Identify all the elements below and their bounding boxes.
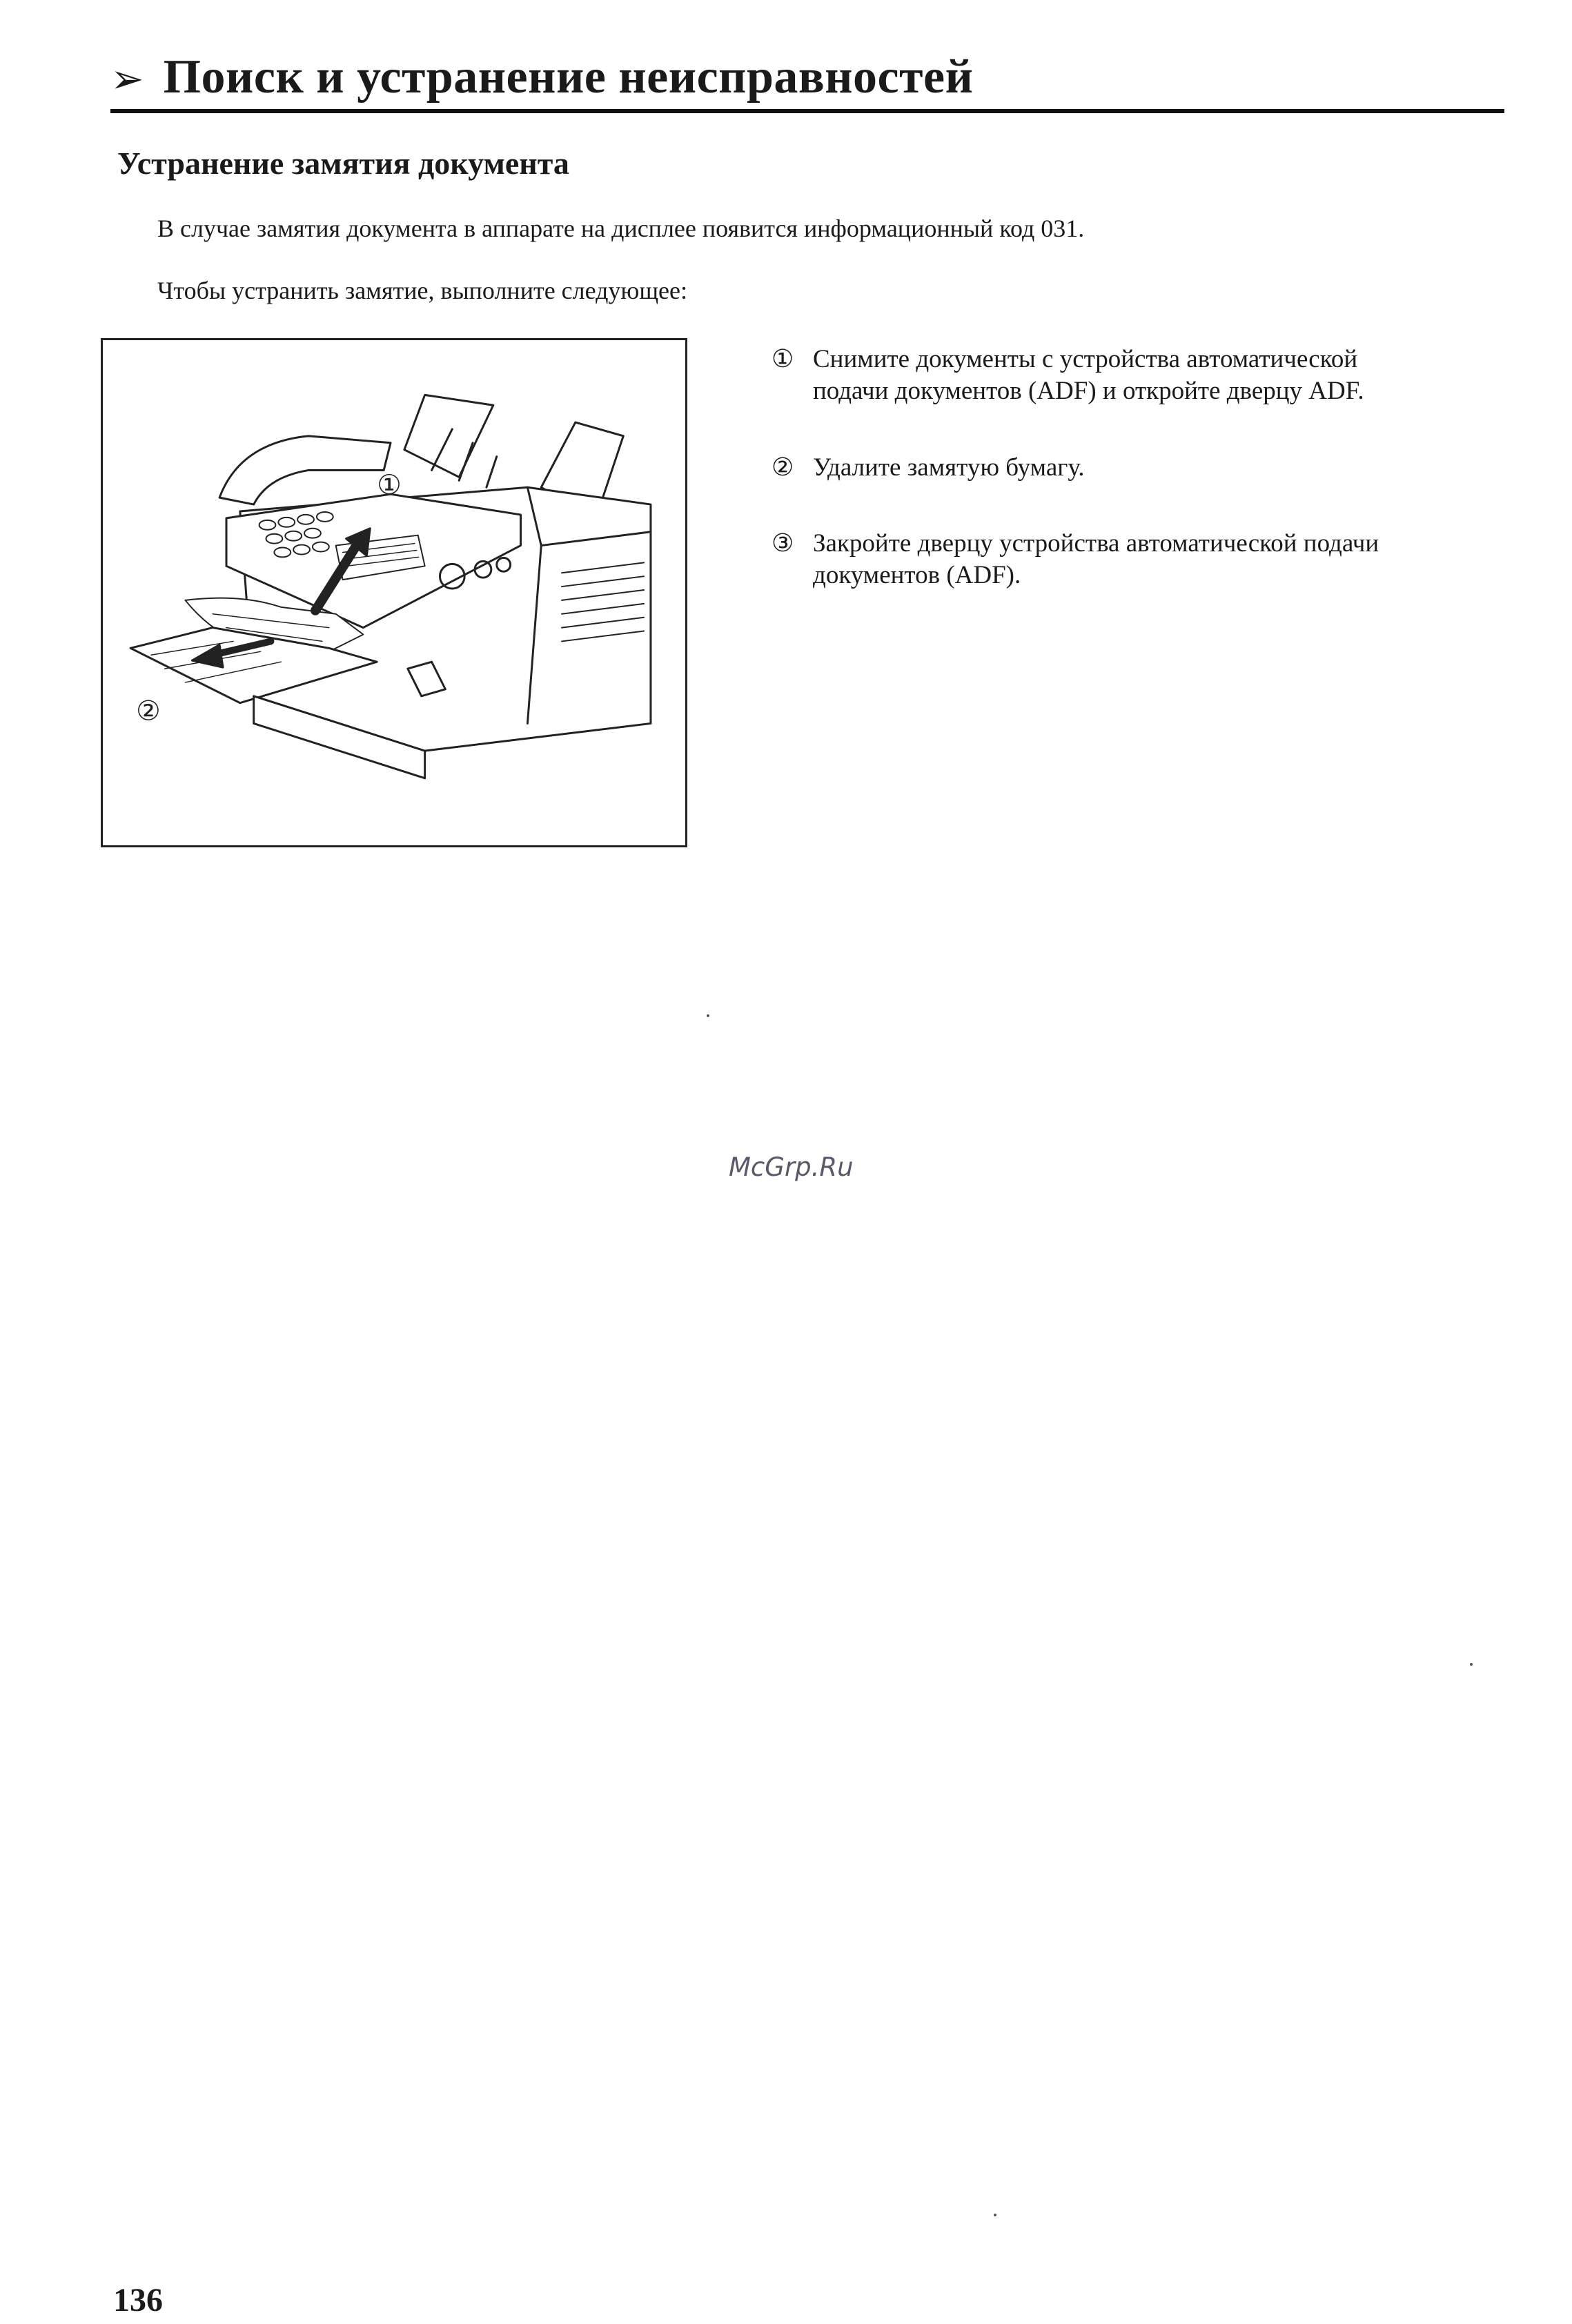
section-title: Устранение замятия документа — [117, 146, 569, 181]
step-text: Удалите замятую бумагу. — [813, 453, 1085, 482]
callout-1: ① — [377, 469, 402, 502]
scan-speck — [707, 1014, 709, 1017]
step-item — [772, 344, 1393, 408]
fax-jam-drawing — [103, 340, 685, 845]
step-text: Снимите документы с устройства автоматической подачи документов (ADF) и откройте дверцу ADF. — [813, 345, 1364, 406]
step-number: ① — [772, 345, 794, 373]
steps-list — [772, 344, 1393, 636]
step-number: ③ — [772, 529, 794, 558]
step-text: Закройте дверцу устройства автоматической подачи документов (ADF). — [813, 529, 1379, 589]
watermark: McGrp.Ru — [729, 1152, 854, 1182]
step-number: ② — [772, 453, 794, 482]
fax-machine-illustration — [101, 338, 687, 847]
intro-paragraph-1: В случае замятия документа в аппарате на дисплее появится информационный код 031. — [157, 215, 1085, 242]
scan-speck — [1470, 1663, 1473, 1666]
intro-paragraph-2: Чтобы устранить замятие, выполните следующее: — [157, 277, 688, 304]
scan-speck — [994, 2214, 996, 2216]
step-item — [772, 528, 1393, 592]
page-number: 136 — [113, 2282, 163, 2318]
page-header — [110, 50, 1504, 113]
callout-2: ② — [136, 695, 161, 727]
header-arrow-icon: ➢ — [110, 55, 144, 102]
step-item — [772, 452, 1393, 484]
page-title: Поиск и устранение неисправностей — [163, 50, 974, 104]
